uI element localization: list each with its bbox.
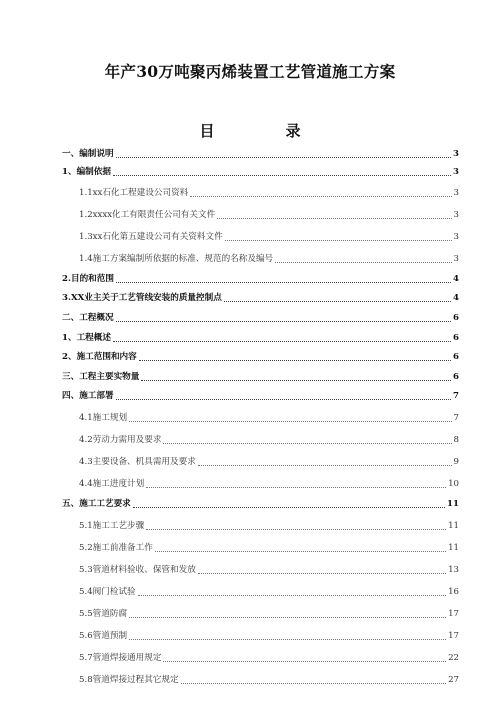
toc-leader-dots xyxy=(116,273,451,283)
toc-entry-label: 5.4阀门检试验 xyxy=(79,587,136,597)
toc-entry-page: 17 xyxy=(448,631,459,641)
toc-leader-dots xyxy=(198,564,446,574)
toc-entry-page: 11 xyxy=(447,499,459,509)
toc-entry-label: 5.2施工前准备工作 xyxy=(79,543,153,553)
toc-leader-dots xyxy=(129,608,446,618)
toc-entry[interactable] xyxy=(62,146,459,160)
toc-entry-page: 7 xyxy=(453,391,459,401)
toc-entry-label: 5.8管道焊接过程其它规定 xyxy=(79,675,179,685)
toc-entry[interactable] xyxy=(62,650,459,664)
toc-entry[interactable] xyxy=(62,476,459,490)
toc-entry-page: 8 xyxy=(453,435,459,445)
toc-entry[interactable] xyxy=(62,369,459,383)
toc-entry[interactable] xyxy=(62,330,459,344)
toc-entry[interactable] xyxy=(62,349,459,363)
toc-entry-label: 1、工程概述 xyxy=(62,333,111,343)
toc-leader-dots xyxy=(163,652,446,662)
toc-entry-page: 6 xyxy=(453,333,459,343)
toc-entry-label: 1.3xx石化第五建设公司有关资料文件 xyxy=(79,232,223,242)
toc-entry-page: 3 xyxy=(453,254,459,264)
toc-leader-dots xyxy=(138,586,446,596)
toc-entry-page: 4 xyxy=(453,293,459,303)
toc-entry[interactable] xyxy=(62,207,459,221)
toc-entry-page: 13 xyxy=(448,565,459,575)
toc-entry-label: 二、工程概况 xyxy=(62,313,114,323)
toc-entry-label: 5.6管道预制 xyxy=(79,631,128,641)
toc-leader-dots xyxy=(141,371,451,381)
toc-entry-label: 1.4施工方案编制所依据的标准、规范的名称及编号 xyxy=(79,254,274,264)
toc-entry[interactable] xyxy=(62,164,459,178)
toc-entry[interactable] xyxy=(62,229,459,243)
toc-entry-page: 17 xyxy=(448,609,459,619)
toc-leader-dots xyxy=(190,187,451,197)
toc-entry-page: 27 xyxy=(448,675,459,685)
toc-leader-dots xyxy=(198,456,452,466)
toc-entry[interactable] xyxy=(62,606,459,620)
toc-leader-dots xyxy=(217,209,451,219)
document-title: 年产30万吨聚丙烯装置工艺管道施工方案 xyxy=(104,62,396,81)
toc-heading: 目 录 xyxy=(199,122,329,140)
toc-entry-page: 6 xyxy=(453,372,459,382)
toc-entry-page: 11 xyxy=(448,521,459,531)
toc-entry-label: 5.5管道防腐 xyxy=(79,609,128,619)
toc-entry-page: 10 xyxy=(448,479,459,489)
toc-entry-label: 一、编制说明 xyxy=(62,149,114,159)
toc-entry-label: 2.目的和范围 xyxy=(62,274,114,284)
toc-entry[interactable] xyxy=(62,584,459,598)
toc-leader-dots xyxy=(129,412,451,422)
toc-entry-page: 3 xyxy=(453,210,459,220)
toc-entry[interactable] xyxy=(62,496,459,510)
toc-leader-dots xyxy=(116,148,451,158)
toc-entry[interactable] xyxy=(62,290,459,304)
toc-entry[interactable] xyxy=(62,185,459,199)
toc-entry-label: 3.XX业主关于工艺管线安装的质量控制点 xyxy=(62,293,222,303)
toc-entry-label: 4.2劳动力需用及要求 xyxy=(79,435,162,445)
toc-entry-page: 3 xyxy=(453,188,459,198)
toc-leader-dots xyxy=(155,542,446,552)
toc-entry-label: 四、施工部署 xyxy=(62,391,114,401)
toc-entry-page: 4 xyxy=(453,274,459,284)
toc-entry-page: 3 xyxy=(453,232,459,242)
toc-entry-label: 5.1施工工艺步骤 xyxy=(79,521,145,531)
toc-entry[interactable] xyxy=(62,562,459,576)
toc-entry-page: 3 xyxy=(453,149,459,159)
toc-entry-label: 4.1施工规划 xyxy=(79,413,128,423)
toc-entry-page: 7 xyxy=(453,413,459,423)
toc-leader-dots xyxy=(129,630,446,640)
toc-leader-dots xyxy=(275,253,451,263)
toc-entry-label: 五、施工工艺要求 xyxy=(62,499,131,509)
toc-entry-label: 5.3管道材料验收、保管和发放 xyxy=(79,565,196,575)
toc-leader-dots xyxy=(116,390,451,400)
toc-entry[interactable] xyxy=(62,454,459,468)
toc-entry-label: 1.1xx石化工程建设公司资料 xyxy=(79,188,189,198)
toc-entry[interactable] xyxy=(62,271,459,285)
toc-entry-page: 22 xyxy=(448,653,459,663)
toc-entry-page: 11 xyxy=(448,543,459,553)
toc-leader-dots xyxy=(116,312,451,322)
toc-leader-dots xyxy=(181,674,446,684)
toc-entry-label: 5.7管道焊接通用规定 xyxy=(79,653,162,663)
toc-leader-dots xyxy=(225,231,452,241)
toc-entry[interactable] xyxy=(62,410,459,424)
toc-entry[interactable] xyxy=(62,432,459,446)
toc-entry-label: 1.2xxxx化工有限责任公司有关文件 xyxy=(79,210,216,220)
toc-entry-label: 2、施工范围和内容 xyxy=(62,352,137,362)
toc-entry-page: 9 xyxy=(453,457,459,467)
toc-entry[interactable] xyxy=(62,388,459,402)
toc-entry-label: 4.4施工进度计划 xyxy=(79,479,145,489)
toc-leader-dots xyxy=(113,332,451,342)
toc-entry-page: 6 xyxy=(453,313,459,323)
toc-entry[interactable] xyxy=(62,672,459,686)
toc-entry-label: 4.3主要设备、机具需用及要求 xyxy=(79,457,196,467)
toc-leader-dots xyxy=(139,351,451,361)
toc-entry[interactable] xyxy=(62,518,459,532)
toc-entry-page: 16 xyxy=(448,587,459,597)
toc-entry[interactable] xyxy=(62,628,459,642)
toc-leader-dots xyxy=(224,292,451,302)
toc-entry[interactable] xyxy=(62,310,459,324)
toc-entry-label: 1、编制依据 xyxy=(62,167,111,177)
toc-leader-dots xyxy=(146,520,446,530)
toc-leader-dots xyxy=(163,434,451,444)
toc-leader-dots xyxy=(133,498,445,508)
toc-leader-dots xyxy=(146,478,446,488)
toc-leader-dots xyxy=(113,166,451,176)
toc-entry-page: 3 xyxy=(453,167,459,177)
toc-entry-page: 6 xyxy=(453,352,459,362)
toc-entry[interactable] xyxy=(62,540,459,554)
toc-entry-label: 三、工程主要实物量 xyxy=(62,372,140,382)
toc-entry[interactable] xyxy=(62,251,459,265)
